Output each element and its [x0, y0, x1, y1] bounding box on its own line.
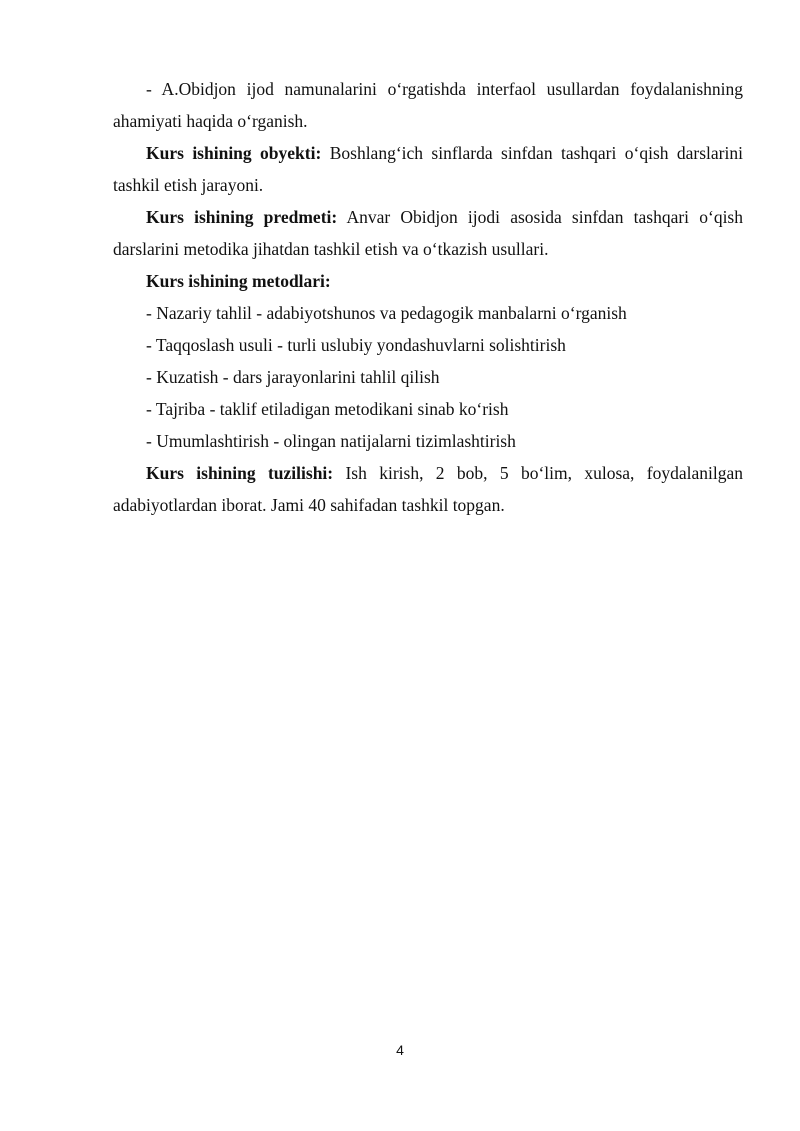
paragraph-text: Boshlang‘ich sinflarda sinfdan tashqari o‘qish darslarini tashkil etish jarayoni. [113, 143, 743, 195]
paragraph-structure [113, 457, 743, 521]
paragraph-goal [113, 73, 743, 137]
paragraph-subject [113, 201, 743, 265]
paragraph-text: - Umumlashtirish - olingan natijalarni tizimlashtirish [146, 431, 516, 451]
method-item [113, 393, 743, 425]
paragraph-text: - Nazariy tahlil - adabiyotshunos va pedagogik manbalarni o‘rganish [146, 303, 627, 323]
paragraph-text: - Tajriba - taklif etiladigan metodikani sinab ko‘rish [146, 399, 509, 419]
method-item [113, 425, 743, 457]
method-item [113, 297, 743, 329]
paragraph-text: - Kuzatish - dars jarayonlarini tahlil qilish [146, 367, 440, 387]
paragraph-lead: Kurs ishining metodlari: [146, 271, 331, 291]
paragraph-methods-heading [113, 265, 743, 297]
paragraph-text: - Taqqoslash usuli - turli uslubiy yondashuvlarni solishtirish [146, 335, 566, 355]
method-item [113, 361, 743, 393]
paragraph-lead: Kurs ishining tuzilishi: [146, 463, 334, 483]
page-number: 4 [396, 1042, 404, 1058]
document-body [113, 73, 743, 521]
paragraph-lead: Kurs ishining predmeti: [146, 207, 338, 227]
paragraph-text: - A.Obidjon ijod namunalarini o‘rgatishda interfaol usullardan foydalanishning ahamiyati haqida o‘rganish. [113, 79, 743, 131]
paragraph-text: Anvar Obidjon ijodi asosida sinfdan tashqari o‘qish darslarini metodika jihatdan tashkil etish va o‘tkazish usullari. [113, 207, 743, 259]
paragraph-lead: Kurs ishining obyekti: [146, 143, 322, 163]
paragraph-text: Ish kirish, 2 bob, 5 bo‘lim, xulosa, foydalanilgan adabiyotlardan iborat. Jami 40 sahifadan tashkil topgan. [113, 463, 743, 515]
paragraph-object [113, 137, 743, 201]
method-item [113, 329, 743, 361]
